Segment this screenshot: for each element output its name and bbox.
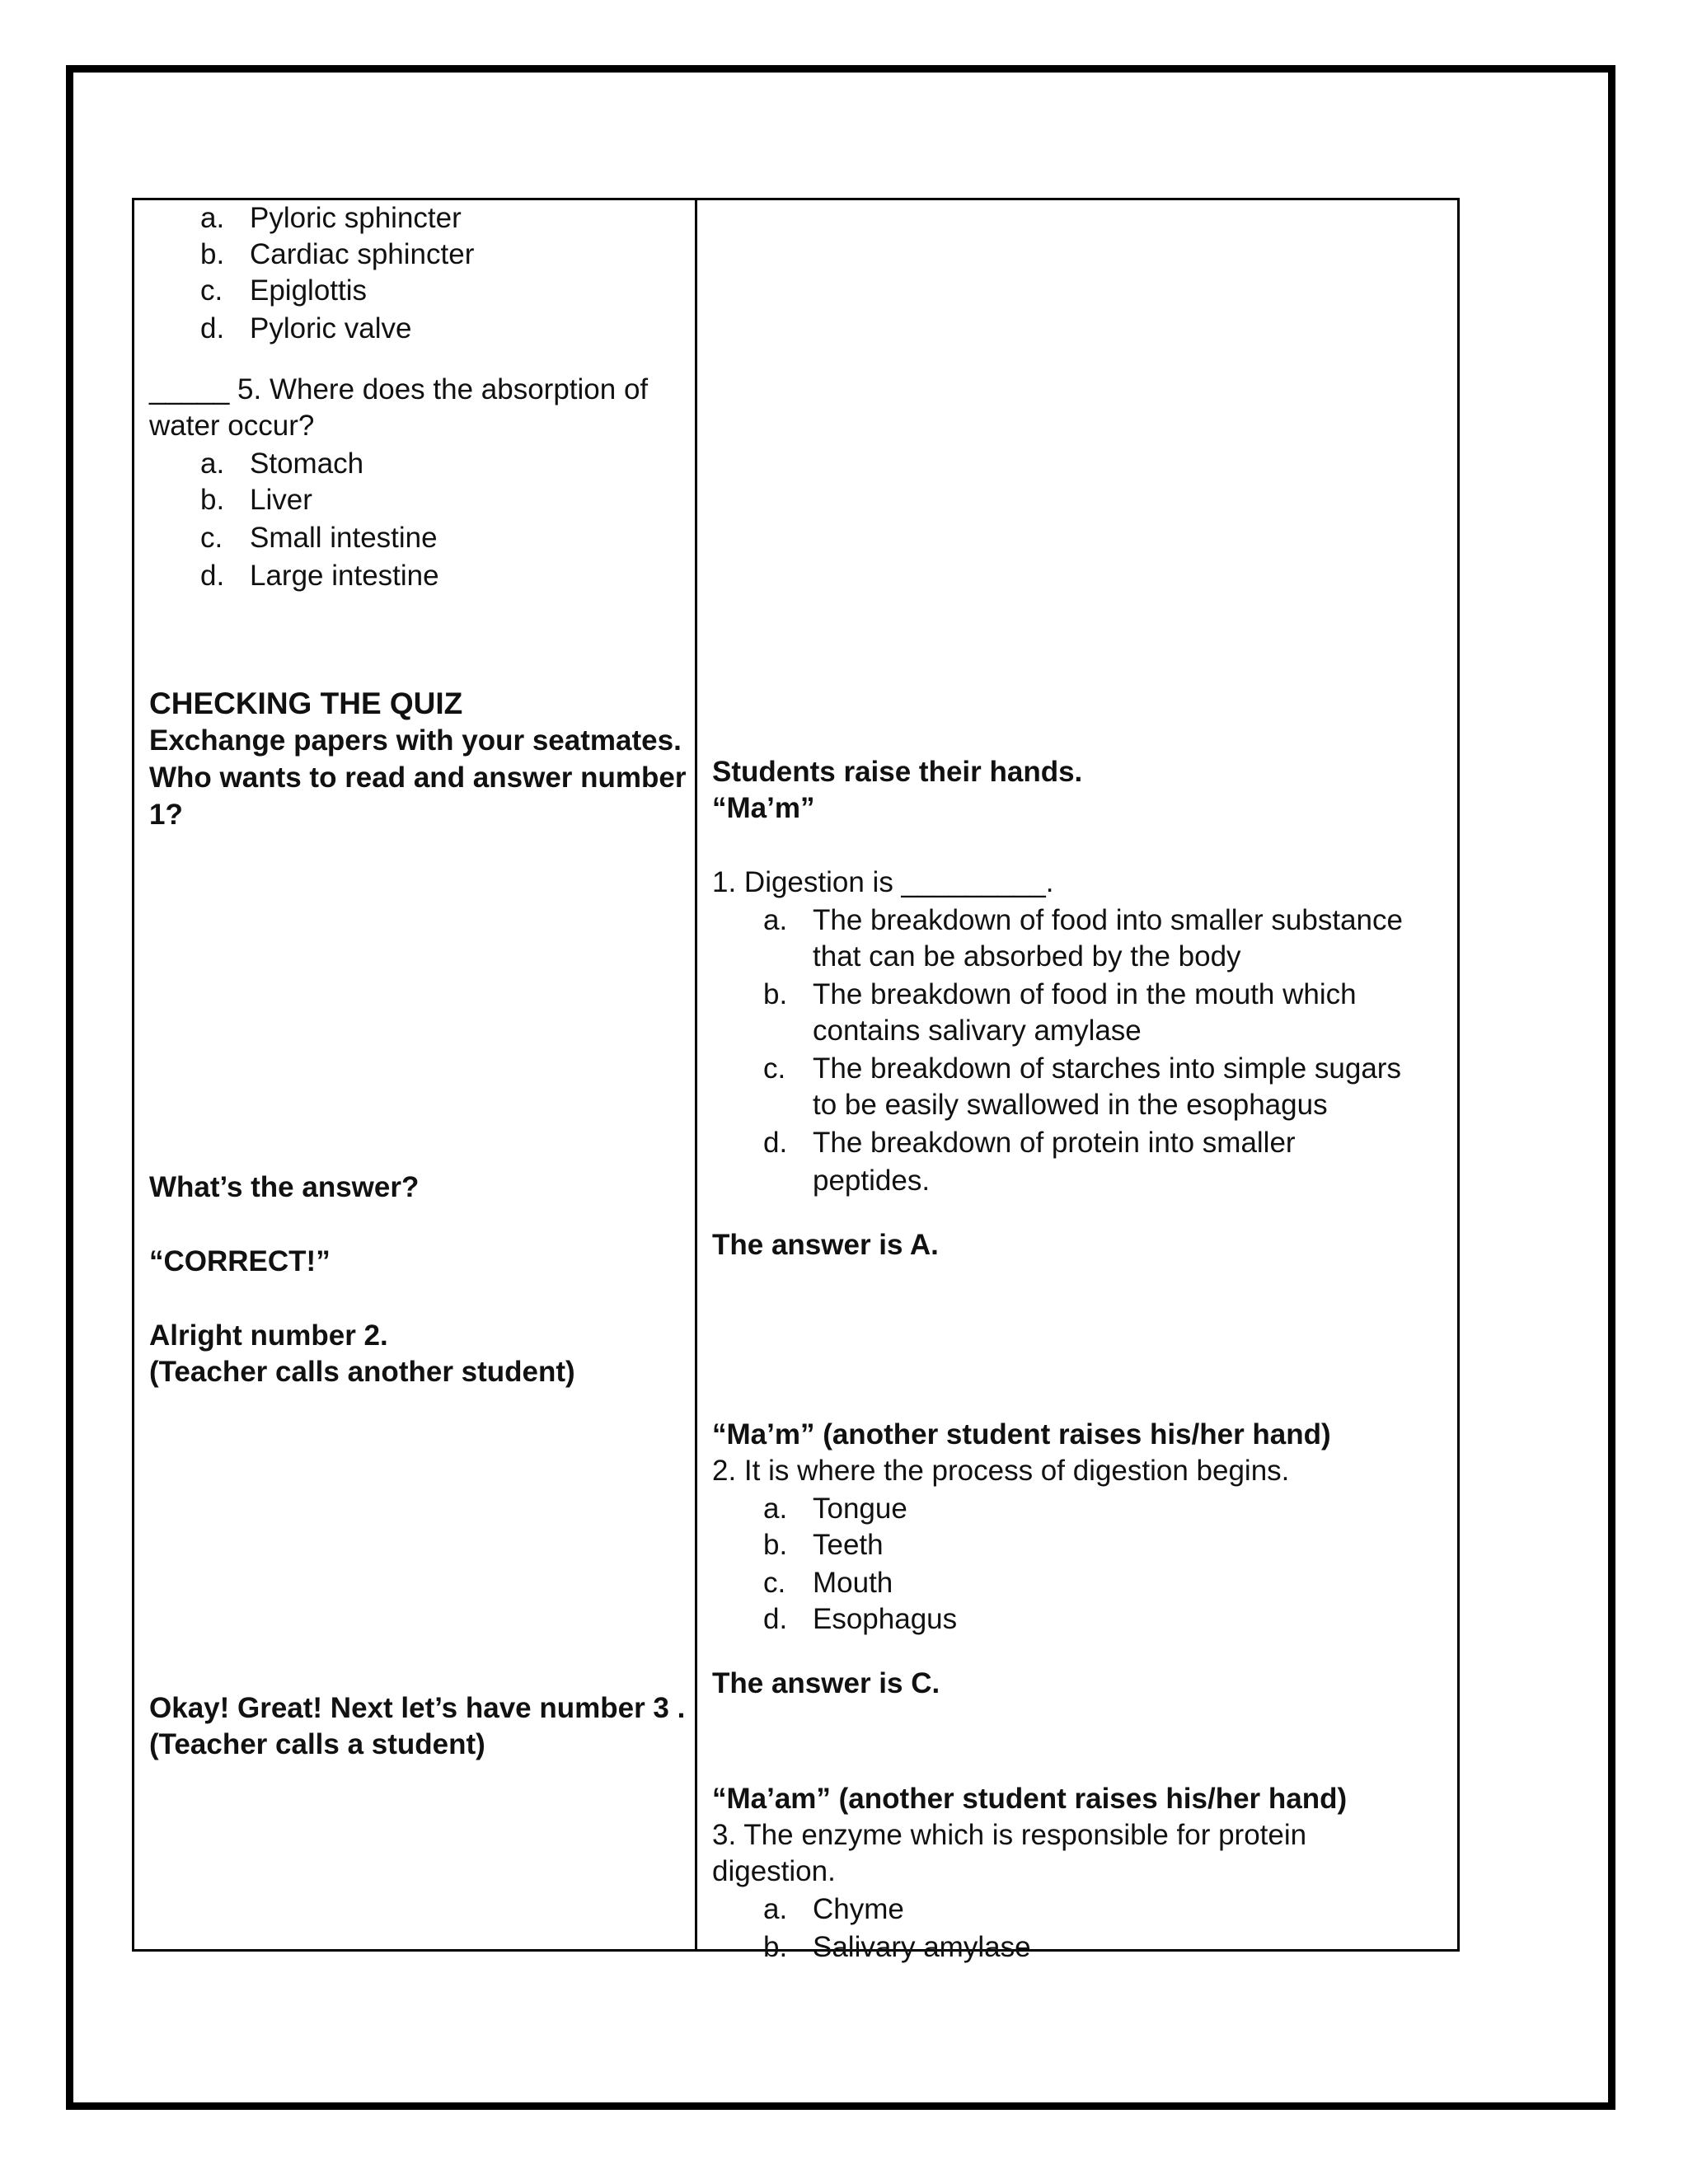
option-text: The breakdown of starches into simple sugars <box>813 1052 1401 1085</box>
option-text: Large intestine <box>250 560 439 592</box>
option-text: Stomach <box>250 448 364 480</box>
q5-stem-line1: _____ 5. Where does the absorption of <box>149 373 649 405</box>
option-letter: b. <box>200 238 225 270</box>
option-text: Small intestine <box>250 522 438 554</box>
option-letter: b. <box>763 1529 788 1561</box>
exchange-instruction: Exchange papers with your seatmates. <box>149 724 682 757</box>
answer-2: The answer is C. <box>712 1667 940 1699</box>
option-text: Tongue <box>813 1493 907 1525</box>
option-letter: a. <box>200 202 225 234</box>
option-text: Mouth <box>813 1567 893 1599</box>
q3-stem-line2: digestion. <box>712 1855 836 1887</box>
option-text: Pyloric valve <box>250 312 412 344</box>
option-letter: c. <box>200 274 223 307</box>
option-text: Liver <box>250 484 312 516</box>
mam-response-2: “Ma’m” (another student raises his/her hand) <box>712 1418 1331 1451</box>
q1-option-d-cont: peptides. <box>813 1165 931 1197</box>
option-text: The breakdown of food into smaller substance <box>813 904 1403 936</box>
option-letter: b. <box>200 484 225 516</box>
option-letter: a. <box>763 1493 788 1525</box>
q2-stem: 2. It is where the process of digestion begins. <box>712 1455 1290 1487</box>
option-letter: a. <box>200 448 225 480</box>
q5-stem-line2: water occur? <box>149 410 315 442</box>
student-column <box>695 198 1460 1963</box>
q1-option-a-cont: that can be absorbed by the body <box>813 940 1241 972</box>
option-letter: a. <box>763 904 788 936</box>
option-letter: c. <box>763 1567 786 1599</box>
option-letter: c. <box>200 522 223 554</box>
okay-great-number-3: Okay! Great! Next let’s have number 3 . <box>149 1692 686 1724</box>
option-letter: d. <box>763 1127 788 1159</box>
option-letter: a. <box>763 1893 788 1925</box>
students-raise-hands: Students raise their hands. <box>712 756 1083 788</box>
option-text: The breakdown of food in the mouth which <box>813 978 1357 1010</box>
whats-the-answer: What’s the answer? <box>149 1171 420 1203</box>
correct-text: “CORRECT!” <box>149 1245 331 1277</box>
mam-response-3: “Ma’am” (another student raises his/her hand) <box>712 1783 1348 1815</box>
option-letter: d. <box>200 312 225 344</box>
teacher-column <box>132 198 697 1952</box>
option-letter: d. <box>763 1603 788 1635</box>
option-text: Esophagus <box>813 1603 958 1635</box>
q1-option-c-cont: to be easily swallowed in the esophagus <box>813 1089 1328 1121</box>
option-text: Pyloric sphincter <box>250 202 462 234</box>
option-letter: b. <box>763 978 788 1010</box>
teacher-calls-student: (Teacher calls a student) <box>149 1728 485 1760</box>
mam-response-1: “Ma’m” <box>712 792 815 824</box>
who-wants-line1: Who wants to read and answer number <box>149 762 687 794</box>
option-text: Cardiac sphincter <box>250 238 475 270</box>
option-text: Epiglottis <box>250 274 368 307</box>
q1-stem: 1. Digestion is _________. <box>712 866 1054 898</box>
option-letter: d. <box>200 560 225 592</box>
checking-quiz-heading: CHECKING THE QUIZ <box>149 687 463 720</box>
q3-stem-line1: 3. The enzyme which is responsible for protein <box>712 1819 1307 1851</box>
option-letter: c. <box>763 1052 786 1085</box>
answer-1: The answer is A. <box>712 1229 939 1261</box>
who-wants-line2: 1? <box>149 799 183 831</box>
option-letter: b. <box>763 1931 788 1963</box>
alright-number-2: Alright number 2. <box>149 1319 388 1352</box>
q1-option-b-cont: contains salivary amylase <box>813 1015 1142 1047</box>
option-text: Teeth <box>813 1529 884 1561</box>
teacher-calls-another: (Teacher calls another student) <box>149 1356 575 1388</box>
option-text: The breakdown of protein into smaller <box>813 1127 1296 1159</box>
option-text: Salivary amylase <box>813 1931 1031 1963</box>
option-text: Chyme <box>813 1893 904 1925</box>
